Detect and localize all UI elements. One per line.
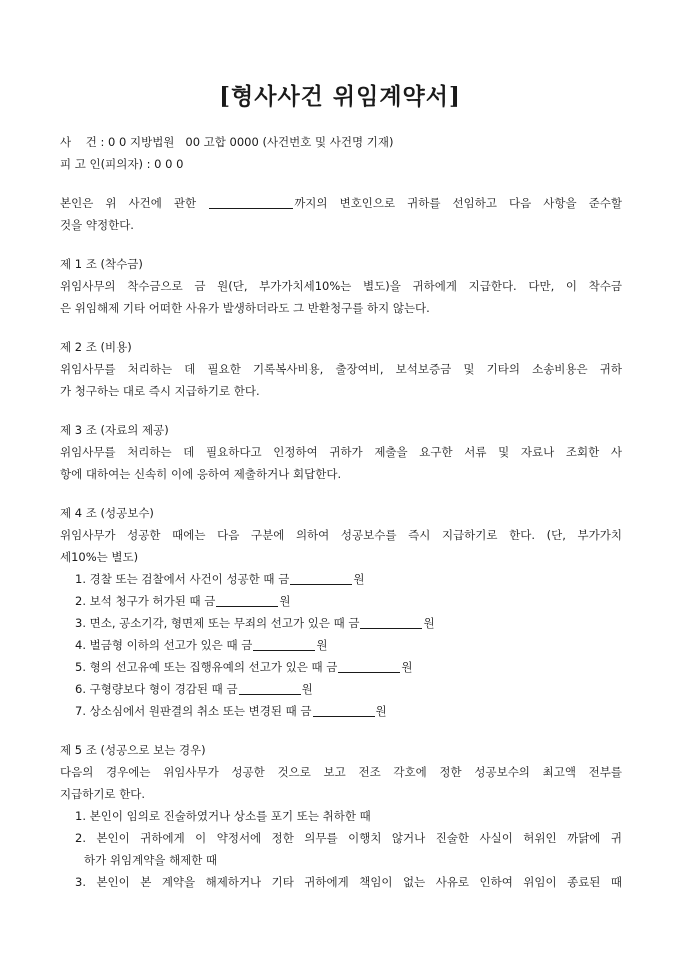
case-value: : 0 0 지방법원 00 고합 0000 (사건번호 및 사건명 기재) [100,135,394,149]
article-1-heading: 제 1 조 (착수금) [60,257,143,271]
article-5-item: 3. 본인이 본 계약을 해제하거나 기타 귀하에게 책임이 없는 사유로 인하여 위임이 종료된 때 [75,875,622,889]
article-4-item: 5. 형의 선고유예 또는 집행유예의 선고가 있은 때 금 원 [75,660,413,674]
article-5-item: 1. 본인이 임의로 진술하였거나 상소를 포기 또는 취하한 때 [75,809,371,823]
article-4-item: 6. 구형량보다 형이 경감된 때 금 원 [75,682,313,696]
article-3-line: 위임사무를 처리하는 데 필요하다고 인정하여 귀하가 제출을 요구한 서류 및 자료나 조회한 사 [60,445,622,459]
intro-blank [209,196,293,209]
document-body [60,131,622,893]
article-5-heading: 제 5 조 (성공으로 보는 경우) [60,743,206,757]
article-4-item: 2. 보석 청구가 허가된 때 금 원 [75,594,291,608]
article-5-line: 다음의 경우에는 위임사무가 성공한 것으로 보고 전조 각호에 정한 성공보수의 최고액 전부를 [60,765,622,779]
article-4-line: 위임사무가 성공한 때에는 다음 구분에 의하여 성공보수를 즉시 지급하기로 한다. (단, 부가가치 [60,528,622,542]
article-2-line: 위임사무를 처리하는 데 필요한 기록복사비용, 출장여비, 보석보증금 및 기타의 소송비용은 귀하 [60,362,622,376]
article-1-line: 은 위임해제 기타 어떠한 사유가 발생하더라도 그 반환청구를 하지 않는다. [60,301,430,315]
article-5-line: 지급하기로 한다. [60,787,146,801]
intro-line-1: 본인은 위 사건에 관한 까지의 변호인으로 귀하를 선임하고 다음 사항을 준수할 [60,196,622,210]
defendant-label: 피 고 인(피의자) [60,157,143,171]
article-2-line: 가 청구하는 대로 즉시 지급하기로 한다. [60,384,260,398]
case-line [60,131,622,153]
defendant-line [60,153,622,175]
article-4-item: 1. 경찰 또는 검찰에서 사건이 성공한 때 금 원 [75,572,365,586]
article-4-line: 세10%는 별도) [60,550,139,564]
article-4-item: 3. 면소, 공소기각, 형면제 또는 무죄의 선고가 있은 때 금 원 [75,616,435,630]
article-1-line: 위임사무의 착수금으로 금 원(단, 부가가치세10%는 별도)을 귀하에게 지급한다. 다만, 이 착수금 [60,279,622,293]
case-label: 사 건 [60,135,97,149]
defendant-value: : 0 0 0 [146,157,184,171]
article-5-item: 2. 본인이 귀하에게 이 약정서에 정한 의무를 이행치 않거나 진술한 사실이 허위인 까닭에 귀 [75,831,622,845]
document-title: [형사사건 위임계약서] [219,83,461,110]
article-3-heading: 제 3 조 (자료의 제공) [60,423,169,437]
article-2-heading: 제 2 조 (비용) [60,340,132,354]
intro-line-2: 것을 약정한다. [60,218,134,232]
article-4-item: 4. 벌금형 이하의 선고가 있은 때 금 원 [75,638,328,652]
article-4-heading: 제 4 조 (성공보수) [60,506,154,520]
article-5-item: 하가 위임계약을 해제한 때 [84,853,218,867]
article-4-item: 7. 상소심에서 원판결의 취소 또는 변경된 때 금 원 [75,704,387,718]
article-3-line: 항에 대하여는 신속히 이에 응하여 제출하거나 회답한다. [60,467,342,481]
